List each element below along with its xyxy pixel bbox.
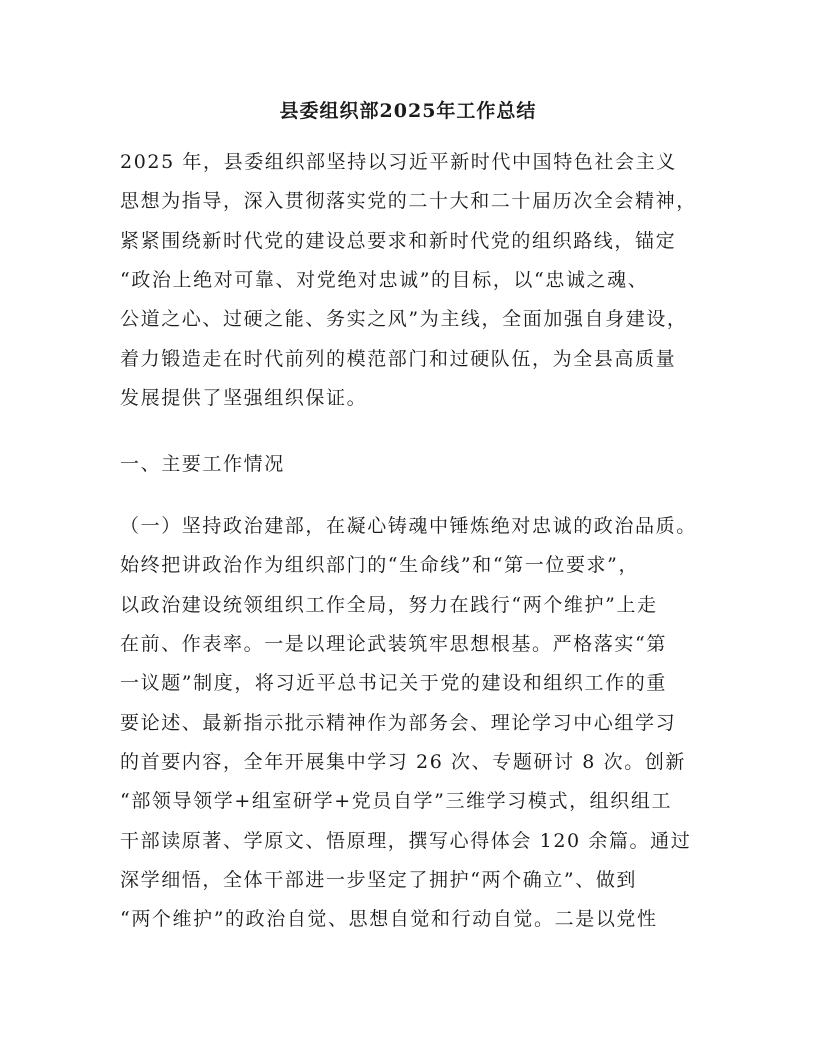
text-line: 思想为指导，深入贯彻落实党的二十大和二十届历次全会精神，: [120, 190, 697, 212]
text-line: 公道之心、过硬之能、务实之风”为主线，全面加强自身建设，: [120, 308, 688, 330]
text-line: 要论述、最新指示批示精神作为部务会、理论学习中心组学习: [120, 712, 677, 734]
text-line: 始终把讲政治作为组织部门的“生命线”和“第一位要求”，: [120, 554, 640, 576]
page-title: 县委组织部2025年工作总结: [279, 100, 537, 122]
text-line: （一）坚持政治建部，在凝心铸魂中锤炼绝对忠诚的政治品质。: [120, 515, 697, 537]
text-line: 以政治建设统领组织工作全局，努力在践行“两个维护”上走: [120, 594, 658, 616]
text-line: “部领导领学+组室研学+党员自学”三维学习模式，组织组工: [120, 790, 673, 812]
text-line: 深学细悟，全体干部进一步坚定了拥护“两个确立”、做到: [120, 869, 638, 891]
text-line: 在前、作表率。一是以理论武装筑牢思想根基。严格落实“第: [120, 633, 667, 655]
section-heading: 一、主要工作情况: [120, 453, 285, 475]
text-line: 的首要内容，全年开展集中学习 26 次、专题研讨 8 次。创新: [120, 751, 687, 773]
text-line: 发展提供了坚强组织保证。: [120, 387, 368, 409]
text-line: 紧紧围绕新时代党的建设总要求和新时代党的组织路线，锚定: [120, 230, 677, 252]
text-line: 一议题”制度，将习近平总书记关于党的建设和组织工作的重: [120, 672, 667, 694]
text-line: 着力锻造走在时代前列的模范部门和过硬队伍，为全县高质量: [120, 348, 677, 370]
text-line: “政治上绝对可靠、对党绝对忠诚”的目标，以“忠诚之魂、: [120, 269, 649, 291]
text-line: 干部读原著、学原文、悟原理，撰写心得体会 120 余篇。通过: [120, 830, 692, 852]
text-line: “两个维护”的政治自觉、思想自觉和行动自觉。二是以党性: [120, 908, 658, 930]
text-line: 2025 年，县委组织部坚持以习近平新时代中国特色社会主义: [120, 151, 677, 173]
